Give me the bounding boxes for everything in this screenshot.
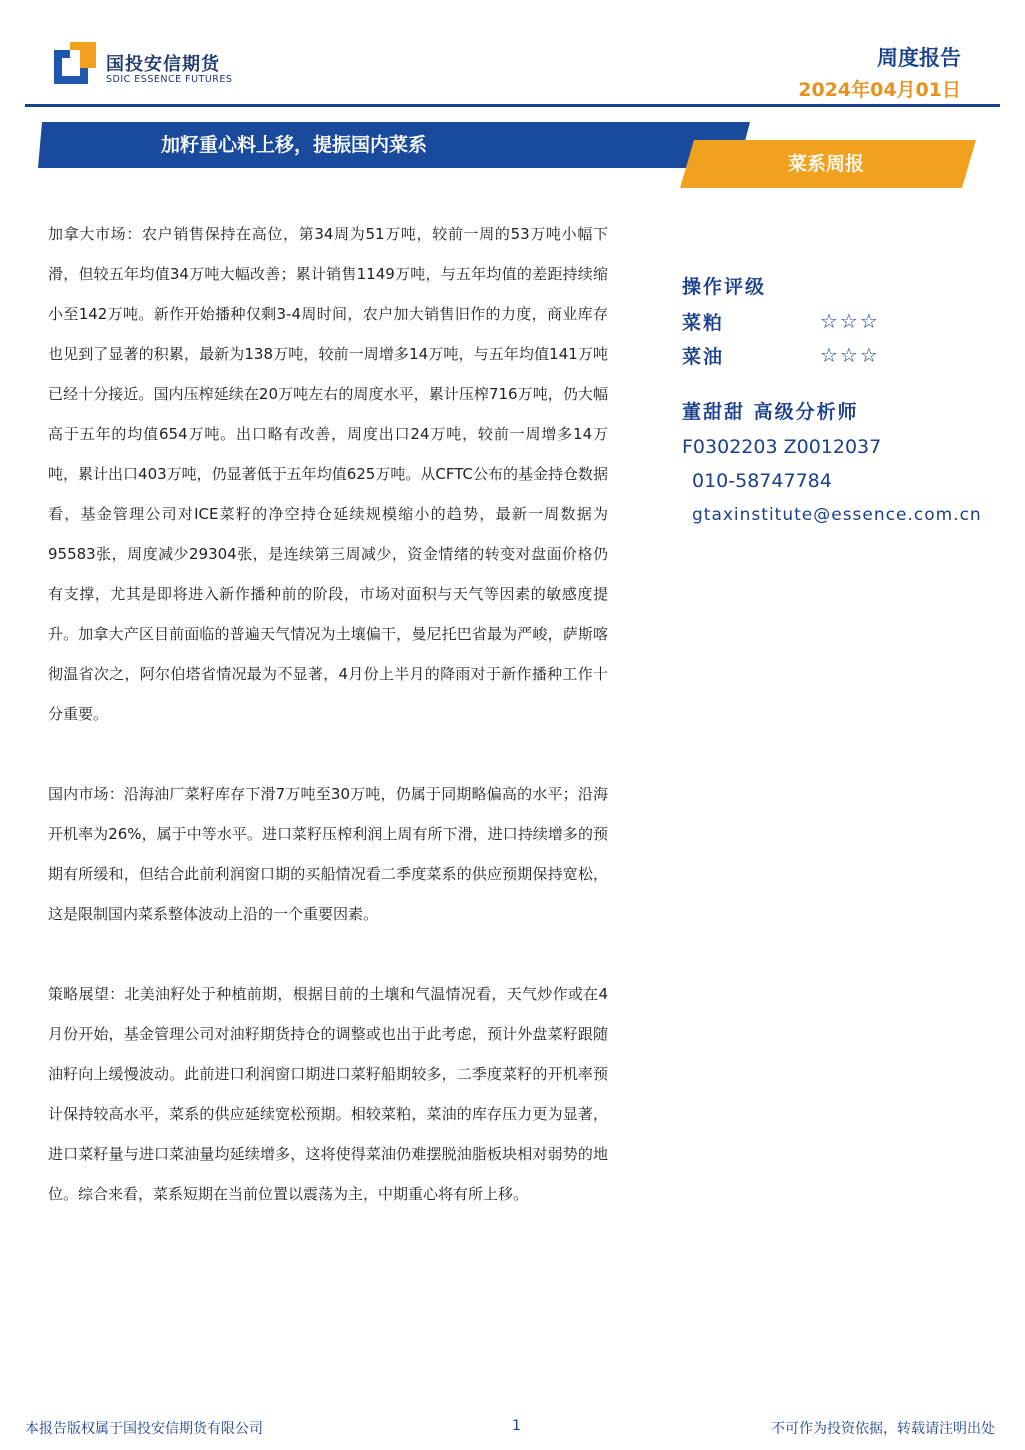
star-rating-icon: ☆☆☆ [820, 309, 880, 333]
header-divider [25, 104, 1000, 107]
sidebar [682, 270, 1012, 532]
rating-row [682, 338, 1012, 372]
report-body [48, 214, 608, 1254]
report-date: 2024年04月01日 [798, 79, 961, 101]
company-logo [54, 42, 254, 90]
analyst-phone: 010-58747784 [692, 470, 832, 492]
analyst-license: F0302203 Z0012037 [682, 436, 882, 458]
footer-disclaimer: 不可作为投资依据，转载请注明出处 [771, 1421, 995, 1437]
rating-row [682, 304, 1012, 338]
page-number: 1 [512, 1418, 521, 1434]
report-title: 加籽重心料上移，提振国内菜系 [160, 134, 427, 156]
analyst-name: 董甜甜 高级分析师 [682, 401, 859, 423]
paragraph-strategy-outlook: 策略展望：北美油籽处于种植前期，根据目前的土壤和气温情况看，天气炒作或在4月份开始，基金管理公司对油籽期货持仓的调整或也出于此考虑，预计外盘菜籽跟随油籽向上缓慢波动。此前进口利润窗口期进口菜籽船期较多，二季度菜籽的开机率预计保持较高水平，菜系的供应延续宽松预期。相较菜粕，菜油的库存压力更为显著，进口菜籽量与进口菜油量均延续增多，这将使得菜油仍难摆脱油脂板块相对弱势的地位。综合来看，菜系短期在当前位置以震荡为主，中期重心将有所上移。 [48, 985, 608, 1203]
star-rating-icon: ☆☆☆ [820, 343, 880, 367]
rating-name: 菜粕 [682, 311, 725, 334]
paragraph-canada-market: 加拿大市场：农户销售保持在高位，第34周为51万吨，较前一周的53万吨小幅下滑，但较五年均值34万吨大幅改善；累计销售1149万吨，与五年均值的差距持续缩小至142万吨。新作开始播种仅剩3-4周时间，农户加大销售旧作的力度，商业库存也见到了显著的积累，最新为138万吨，较前一周增多14万吨，与五年均值141万吨已经十分接近。国内压榨延续在20万吨左右的周度水平，累计压榨716万吨，仍大幅高于五年的均值654万吨。出口略有改善，周度出口24万吨，较前一周增多14万吨，累计出口403万吨，仍显著低于五年均值625万吨。从CFTC公布的基金持仓数据看，基金管理公司对ICE菜籽的净空持仓延续规模缩小的趋势，最新一周数据为95583张，周度减少29304张，是连续第三周减少，资金情绪的转变对盘面价格仍有支撑，尤其是即将进入新作播种前的阶段，市场对面积与天气等因素的敏感度提升。加拿大产区目前面临的普遍天气情况为土壤偏干，曼尼托巴省最为严峻，萨斯喀彻温省次之，阿尔伯塔省情况最为不显著，4月份上半月的降雨对于新作播种工作十分重要。 [48, 225, 608, 723]
rating-heading: 操作评级 [682, 276, 767, 298]
report-type: 周度报告 [877, 46, 961, 70]
analyst-email[interactable]: gtaxinstitute@essence.com.cn [692, 505, 982, 525]
logo-mark-icon [54, 42, 98, 86]
logo-chinese-name: 国投安信期货 [106, 54, 220, 75]
logo-english-name: SDIC ESSENCE FUTURES [106, 74, 233, 85]
footer-copyright: 本报告版权属于国投安信期货有限公司 [25, 1421, 263, 1437]
paragraph-domestic-market: 国内市场：沿海油厂菜籽库存下滑7万吨至30万吨，仍属于同期略偏高的水平；沿海开机率为26%，属于中等水平。进口菜籽压榨利润上周有所下滑，进口持续增多的预期有所缓和，但结合此前利润窗口期的买船情况看二季度菜系的供应预期保持宽松，这是限制国内菜系整体波动上沿的一个重要因素。 [48, 785, 608, 923]
rating-name: 菜油 [682, 345, 725, 368]
category-label: 菜系周报 [787, 153, 864, 175]
